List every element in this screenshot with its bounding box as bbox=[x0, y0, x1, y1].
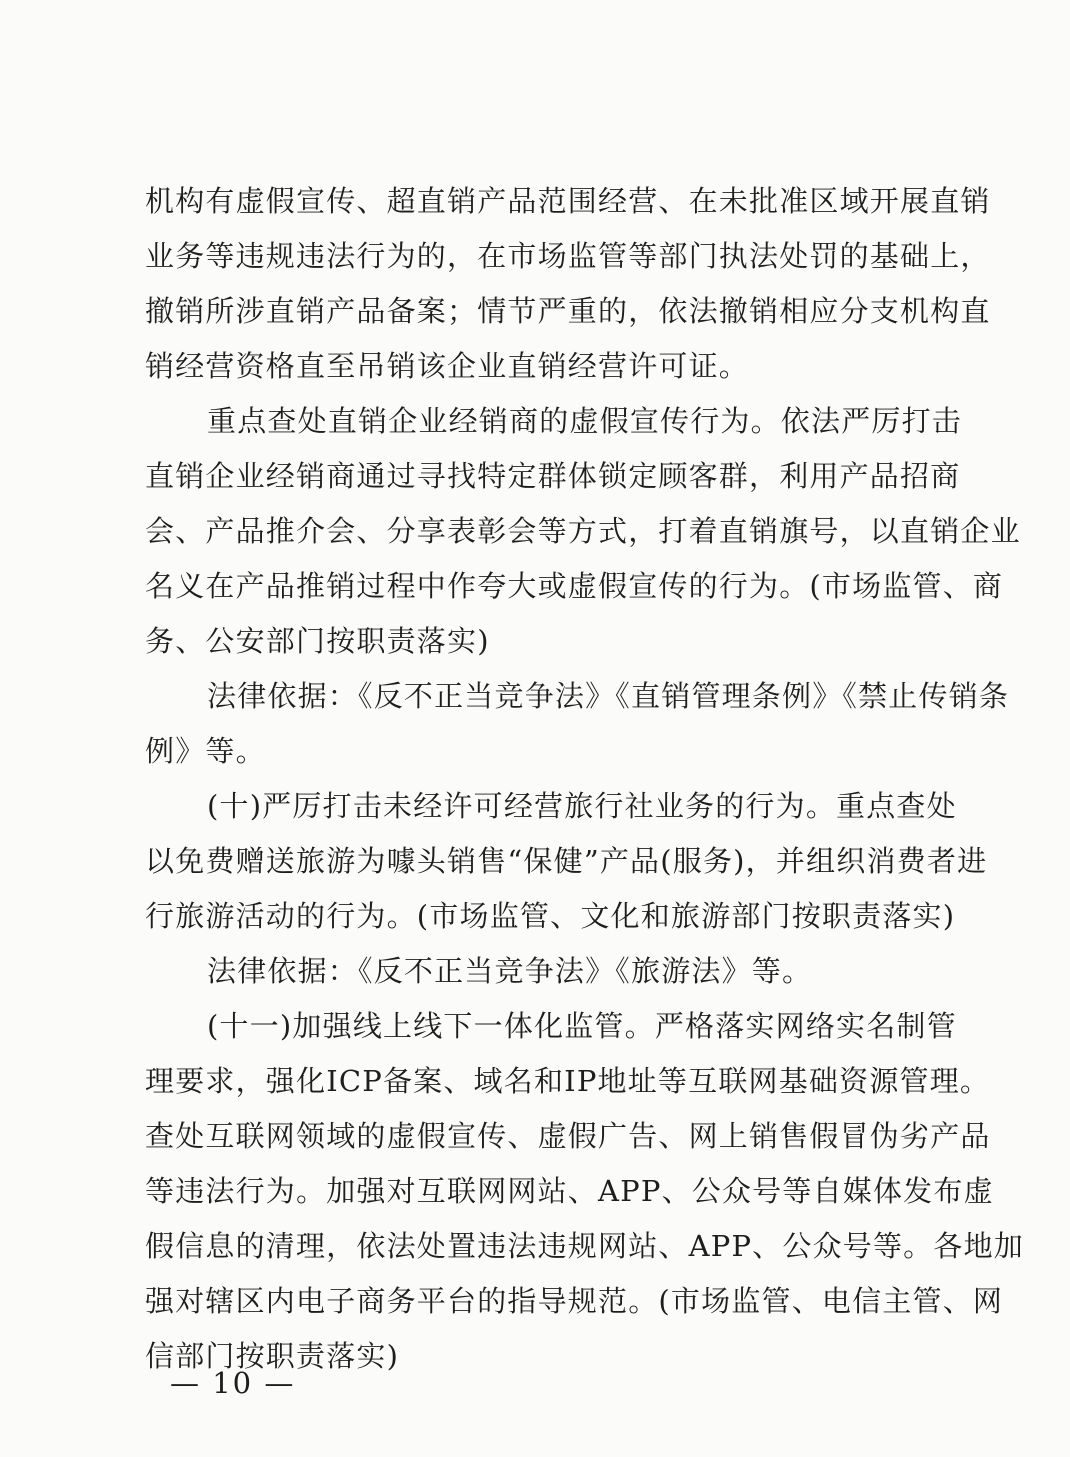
section-ten-heading-line: (十)严厉打击未经许可经营旅行社业务的行为。重点查处 bbox=[207, 789, 957, 823]
paragraph-line: 理要求，强化ICP备案、域名和IP地址等互联网基础资源管理。 bbox=[145, 1064, 991, 1098]
legal-basis-line: 例》等。 bbox=[145, 734, 266, 768]
paragraph-line: 查处互联网领域的虚假宣传、虚假广告、网上销售假冒伪劣产品 bbox=[145, 1119, 991, 1153]
paragraph-line: 业务等违规违法行为的，在市场监管等部门执法处罚的基础上， bbox=[145, 239, 991, 273]
paragraph-line: 机构有虚假宣传、超直销产品范围经营、在未批准区域开展直销 bbox=[145, 184, 991, 218]
legal-basis-line: 法律依据：《反不正当竞争法》《旅游法》等。 bbox=[207, 954, 813, 988]
paragraph-line: 直销企业经销商通过寻找特定群体锁定顾客群，利用产品招商 bbox=[145, 459, 961, 493]
paragraph-line: 行旅游活动的行为。(市场监管、文化和旅游部门按职责落实) bbox=[145, 899, 956, 933]
body-text bbox=[145, 174, 1024, 1384]
paragraph-line: 销经营资格直至吊销该企业直销经营许可证。 bbox=[145, 349, 750, 383]
paragraph-line: 强对辖区内电子商务平台的指导规范。(市场监管、电信主管、网 bbox=[145, 1284, 1004, 1318]
paragraph-line: 名义在产品推销过程中作夸大或虚假宣传的行为。(市场监管、商 bbox=[145, 569, 1004, 603]
paragraph-line: 信部门按职责落实) bbox=[145, 1339, 400, 1373]
paragraph-line: 以免费赠送旅游为噱头销售“保健”产品(服务)，并组织消费者进 bbox=[145, 844, 988, 878]
paragraph-line: 等违法行为。加强对互联网网站、APP、公众号等自媒体发布虚 bbox=[145, 1174, 994, 1208]
paragraph-line: 撤销所涉直销产品备案；情节严重的，依法撤销相应分支机构直 bbox=[145, 294, 991, 328]
legal-basis-line: 法律依据：《反不正当竞争法》《直销管理条例》《禁止传销条 bbox=[207, 679, 1010, 713]
paragraph-line: 务、公安部门按职责落实) bbox=[145, 624, 490, 658]
paragraph-line: 重点查处直销企业经销商的虚假宣传行为。依法严厉打击 bbox=[207, 404, 963, 438]
section-eleven-heading-line: (十一)加强线上线下一体化监管。严格落实网络实名制管 bbox=[207, 1009, 957, 1043]
paragraph-line: 假信息的清理，依法处置违法违规网站、APP、公众号等。各地加 bbox=[145, 1229, 1024, 1263]
page-number: — 10 — bbox=[170, 1366, 296, 1400]
paragraph-line: 会、产品推介会、分享表彰会等方式，打着直销旗号，以直销企业 bbox=[145, 514, 1021, 548]
